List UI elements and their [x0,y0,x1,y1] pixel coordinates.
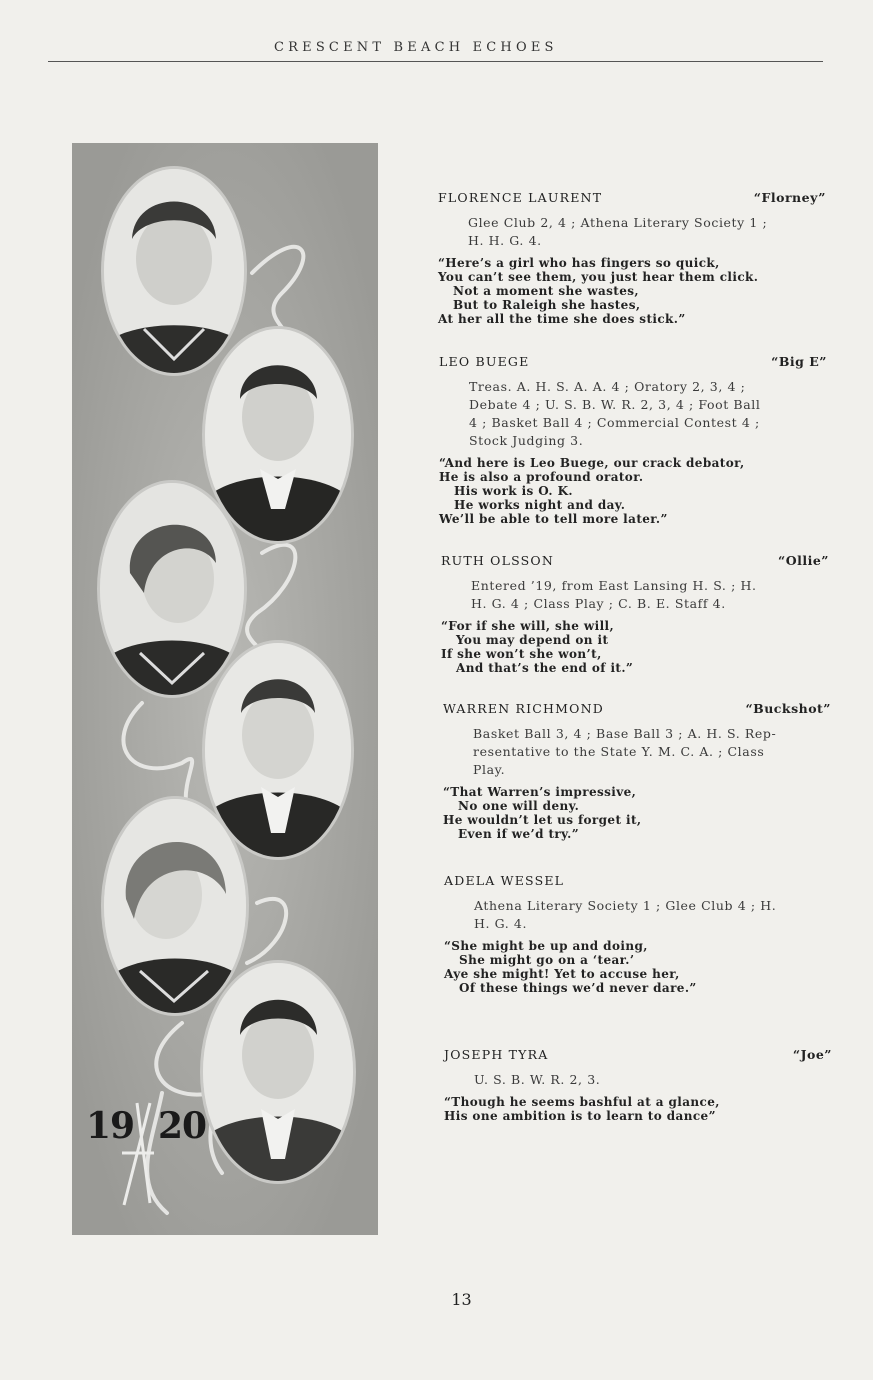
entry-verse [443,785,831,841]
entry-verse [439,456,827,526]
page-number: 13 [451,1290,472,1309]
class-year [86,1105,207,1147]
verse-line: “And here is Leo Buege, our crack debator, [439,456,745,470]
portrait-joseph-tyra [203,963,353,1181]
activities-line: Athena Literary Society 1 ; Glee Club 4 ; H. [474,898,777,913]
entry-name: WARREN RICHMOND [443,701,604,716]
verse-line: She might go on a ‘tear.’ [459,953,635,967]
entry-activities [473,725,831,779]
verse-line: His one ambition is to learn to dance” [444,1109,716,1123]
verse-line: At her all the time she does stick.” [438,312,686,326]
entry-verse [441,619,829,675]
entry-activities [471,577,829,613]
verse-line: He wouldn’t let us forget it, [443,813,642,827]
entry-activities [474,1071,832,1089]
activities-line: 4 ; Basket Ball 4 ; Commercial Contest 4 ; [469,415,760,430]
activities-line: Glee Club 2, 4 ; Athena Literary Society 1 ; [468,215,768,230]
verse-line: “Here’s a girl who has fingers so quick, [438,256,720,270]
portrait-leo-buege [205,329,351,541]
entry-florence-laurent [438,190,826,326]
verse-line: He is also a profound orator. [439,470,644,484]
verse-line: Not a moment she wastes, [453,284,639,298]
verse-line: “Though he seems bashful at a glance, [444,1095,720,1109]
activities-line: Treas. A. H. S. A. A. 4 ; Oratory 2, 3, 4 ; [469,379,746,394]
activities-line: Basket Ball 3, 4 ; Base Ball 3 ; A. H. S. Rep- [473,726,777,741]
entry-nickname: “Big E” [771,354,827,369]
entry-activities [474,897,832,933]
verse-line: “For if she will, she will, [441,619,615,633]
entry-activities [469,378,827,450]
verse-line: But to Raleigh she hastes, [453,298,641,312]
verse-line: No one will deny. [458,799,580,813]
class-year-right: 20 [158,1105,207,1147]
entry-adela-wessel [444,873,832,995]
entry-name: ADELA WESSEL [444,873,565,888]
entry-nickname: “Florney” [753,190,826,205]
header-rule [48,61,823,62]
entry-verse [438,256,826,326]
verse-line: “That Warren’s impressive, [443,785,637,799]
verse-line: Aye she might! Yet to accuse her, [444,967,680,981]
activities-line: resentative to the State Y. M. C. A. ; Class [473,744,765,759]
verse-line: You may depend on it [456,633,609,647]
entry-verse [444,939,832,995]
activities-line: H. H. G. 4. [468,233,542,248]
verse-line: He works night and day. [454,498,626,512]
activities-line: Stock Judging 3. [469,433,584,448]
verse-line: Of these things we’d never dare.” [459,981,697,995]
activities-line: H. G. 4. [474,916,528,931]
verse-line: You can’t see them, you just hear them click. [438,270,759,284]
verse-line: His work is O. K. [454,484,573,498]
entry-name: JOSEPH TYRA [444,1047,549,1062]
entry-nickname: “Buckshot” [745,701,831,716]
activities-line: Debate 4 ; U. S. B. W. R. 2, 3, 4 ; Foot Ball [469,397,761,412]
portrait-florence-laurent [104,169,244,373]
verse-line: We’ll be able to tell more later.” [439,512,668,526]
header-title: CRESCENT BEACH ECHOES [274,40,558,55]
portrait-warren-richmond [205,643,351,857]
entry-nickname: “Ollie” [778,553,829,568]
photo-panel [72,143,378,1235]
entry-name: FLORENCE LAURENT [438,190,603,205]
verse-line: Even if we’d try.” [458,827,580,841]
activities-line: H. G. 4 ; Class Play ; C. B. E. Staff 4. [471,596,726,611]
entry-activities [468,214,826,250]
verse-line: If she won’t she won’t, [441,647,602,661]
entry-name: LEO BUEGE [439,354,530,369]
entry-verse [444,1095,832,1123]
entry-nickname: “Joe” [792,1047,832,1062]
class-year-left: 19 [86,1105,135,1147]
activities-line: Entered ’19, from East Lansing H. S. ; H. [471,578,757,593]
entry-ruth-olsson [441,553,829,675]
portrait-ruth-olsson [100,483,244,695]
portrait-adela-wessel [104,799,246,1013]
verse-line: And that’s the end of it.” [456,661,634,675]
entry-name: RUTH OLSSON [441,553,554,568]
entry-joseph-tyra [444,1047,832,1123]
entry-warren-richmond [443,701,831,841]
activities-line: U. S. B. W. R. 2, 3. [474,1072,601,1087]
activities-line: Play. [473,762,506,777]
verse-line: “She might be up and doing, [444,939,648,953]
entry-leo-buege [439,354,827,526]
